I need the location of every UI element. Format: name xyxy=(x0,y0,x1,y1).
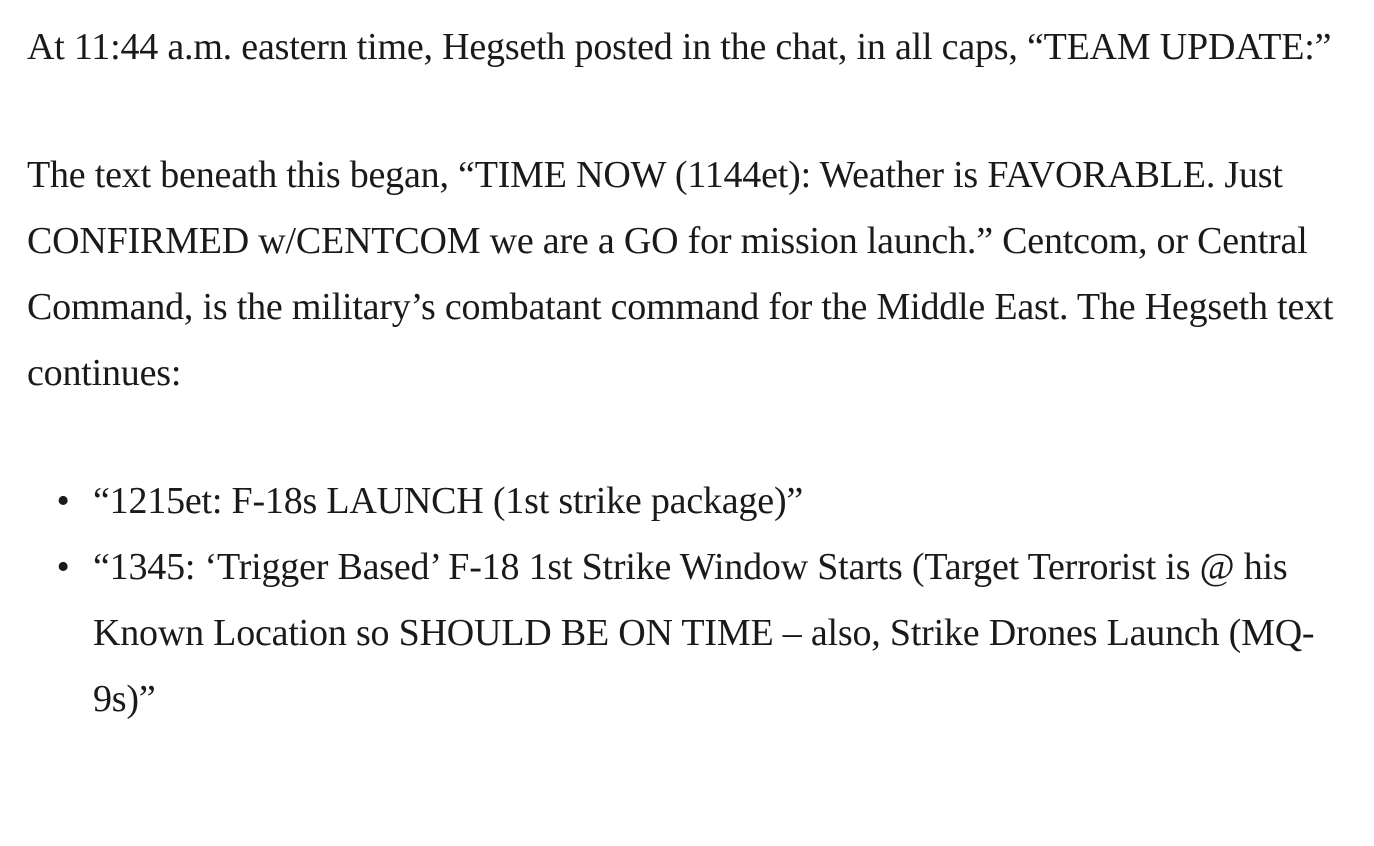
bullet-icon: • xyxy=(56,480,70,522)
list-item-text: “1345: ‘Trigger Based’ F-18 1st Strike Window Starts (Target Terrorist is @ his Known Location so SHOULD BE ON TIME – also, Strike Drones Launch (MQ-9s)” xyxy=(93,546,1315,720)
article-body xyxy=(27,14,1354,732)
paragraph-team-update: At 11:44 a.m. eastern time, Hegseth posted in the chat, in all caps, “TEAM UPDATE:” xyxy=(27,26,1332,68)
list-item-text: “1215et: F-18s LAUNCH (1st strike package)” xyxy=(93,480,804,522)
paragraph-time-now: The text beneath this began, “TIME NOW (1144et): Weather is FAVORABLE. Just CONFIRMED w/CENTCOM we are a GO for mission launch.” Centcom, or Central Command, is the military’s combatant command for the Middle East. The Hegseth text continues: xyxy=(27,154,1334,394)
bullet-icon: • xyxy=(56,546,70,588)
list-item xyxy=(56,468,1354,534)
timeline-list xyxy=(27,468,1354,732)
list-item xyxy=(56,534,1354,732)
